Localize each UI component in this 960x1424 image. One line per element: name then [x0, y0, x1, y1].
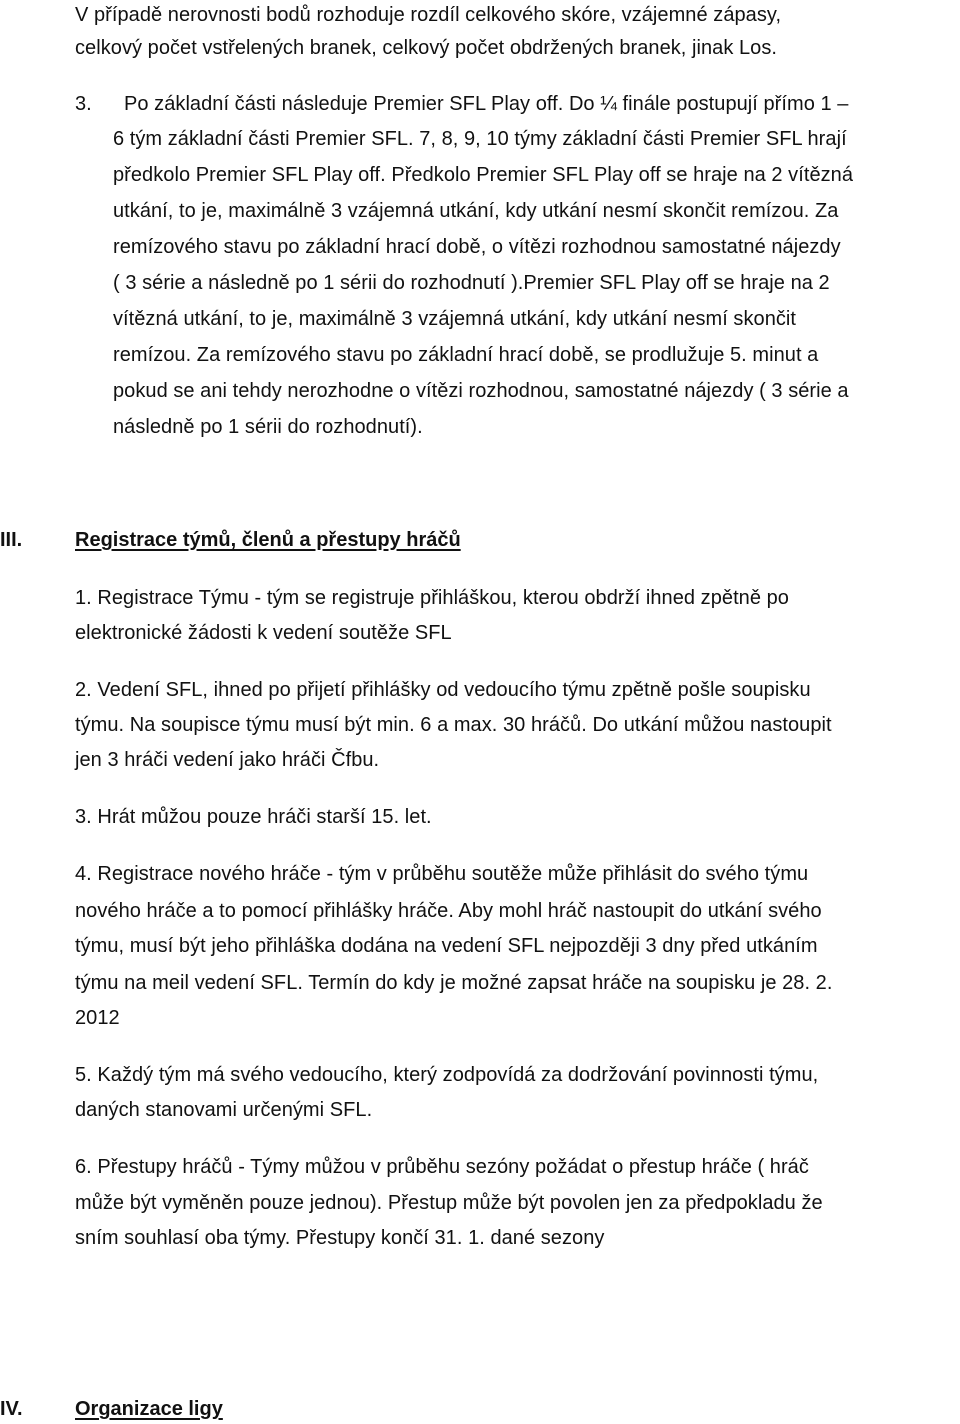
- text-line: následně po 1 sérii do rozhodnutí).: [113, 416, 423, 438]
- text-line: 6 tým základní části Premier SFL. 7, 8, 9, 10 týmy základní části Premier SFL hrají: [113, 128, 847, 150]
- text-line: 4. Registrace nového hráče - tým v průběhu soutěže může přihlásit do svého týmu: [75, 863, 809, 885]
- text-line: předkolo Premier SFL Play off. Předkolo Premier SFL Play off se hraje na 2 vítězná: [113, 164, 854, 186]
- section-numeral: III.: [0, 529, 23, 551]
- text-line: týmu. Na soupisce týmu musí být min. 6 a max. 30 hráčů. Do utkání můžou nastoupit: [75, 714, 832, 736]
- text-line: týmu, musí být jeho přihláška dodána na vedení SFL nejpozději 3 dny před utkáním: [75, 935, 818, 957]
- text-line: 5. Každý tým má svého vedoucího, který zodpovídá za dodržování povinnosti týmu,: [75, 1064, 819, 1086]
- text-line: 3. Hrát můžou pouze hráči starší 15. let.: [75, 806, 432, 828]
- text-line: daných stanovami určenými SFL.: [75, 1099, 373, 1121]
- section-title: Registrace týmů, členů a přestupy hráčů: [75, 529, 461, 551]
- text-line: remízou. Za remízového stavu po základní hrací době, se prodlužuje 5. minut a: [113, 344, 819, 366]
- section-title: Organizace ligy: [75, 1398, 223, 1420]
- text-line: může být vyměněn pouze jednou). Přestup může být povolen jen za předpokladu že: [75, 1192, 823, 1214]
- text-line: vítězná utkání, to je, maximálně 3 vzájemná utkání, kdy utkání nesmí skončit: [113, 308, 797, 330]
- text-line: jen 3 hráči vedení jako hráči Čfbu.: [75, 749, 380, 771]
- text-line: 2012: [75, 1007, 120, 1029]
- text-line: 6. Přestupy hráčů - Týmy můžou v průběhu sezóny požádat o přestup hráče ( hráč: [75, 1156, 809, 1178]
- text-line: utkání, to je, maximálně 3 vzájemná utkání, kdy utkání nesmí skončit remízou. Za: [113, 200, 839, 222]
- text-line: pokud se ani tehdy nerozhodne o vítězi rozhodnou, samostatné nájezdy ( 3 série a: [113, 380, 849, 402]
- text-line: nového hráče a to pomocí přihlášky hráče. Aby mohl hráč nastoupit do utkání svého: [75, 900, 822, 922]
- text-line: remízového stavu po základní hrací době, o vítězi rozhodnou samostatné nájezdy: [113, 236, 841, 258]
- text-line: 2. Vedení SFL, ihned po přijetí přihlášky od vedoucího týmu zpětně pošle soupisku: [75, 679, 811, 701]
- list-item-number: 3.: [75, 93, 92, 115]
- section-numeral: IV.: [0, 1398, 23, 1420]
- text-line: týmu na meil vedení SFL. Termín do kdy je možné zapsat hráče na soupisku je 28. 2.: [75, 972, 833, 994]
- text-line: Po základní části následuje Premier SFL Play off. Do ¼ finále postupují přímo 1 –: [124, 93, 849, 115]
- text-line: V případě nerovnosti bodů rozhoduje rozdíl celkového skóre, vzájemné zápasy,: [75, 4, 782, 26]
- text-line: elektronické žádosti k vedení soutěže SFL: [75, 622, 452, 644]
- text-line: sním souhlasí oba týmy. Přestupy končí 31. 1. dané sezony: [75, 1227, 605, 1249]
- text-line: ( 3 série a následně po 1 sérii do rozhodnutí ).Premier SFL Play off se hraje na 2: [113, 272, 830, 294]
- text-line: 1. Registrace Týmu - tým se registruje přihláškou, kterou obdrží ihned zpětně po: [75, 587, 789, 609]
- text-line: celkový počet vstřelených branek, celkový počet obdržených branek, jinak Los.: [75, 37, 777, 59]
